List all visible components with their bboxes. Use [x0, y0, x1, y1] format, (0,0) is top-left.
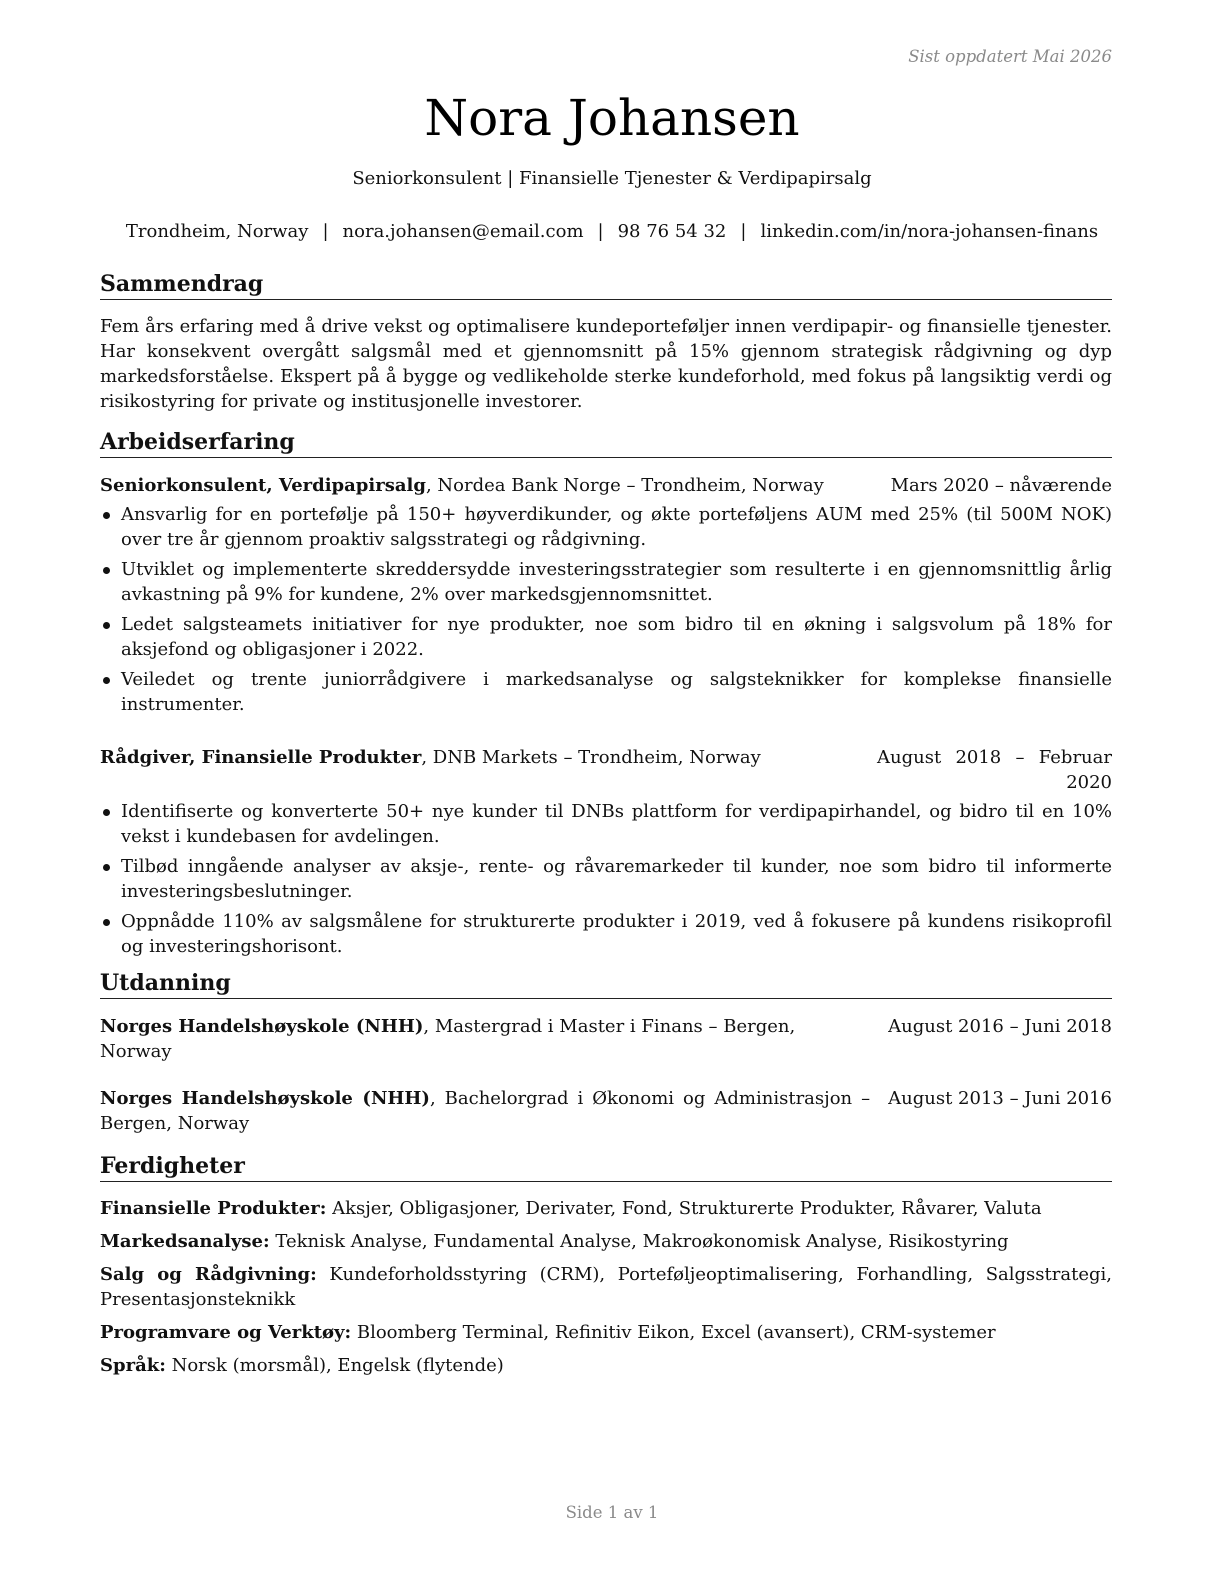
summary-section: [100, 270, 1112, 414]
job-employer: , Nordea Bank Norge – Trondheim, Norway: [425, 475, 824, 496]
job-bullet: [100, 557, 1112, 607]
bullet-icon: [103, 864, 110, 871]
contact-separator: |: [322, 221, 329, 242]
job-bullet-text: Utviklet og implementerte skreddersydde investeringsstrategier som resulterte i en gjennomsnittlig årlig avkastning på 9% for kundene, 2% over markedsgjennomsnittet.: [121, 559, 1112, 605]
education-dates: August 2016 – Juni 2018: [888, 1016, 1112, 1037]
candidate-name: Nora Johansen: [424, 89, 800, 147]
contact-separator: |: [740, 221, 747, 242]
education-entry: [100, 1014, 1112, 1064]
contact-linkedin-link[interactable]: linkedin.com/in/nora-johansen-finans: [760, 221, 1099, 242]
skill-label: Språk:: [100, 1355, 166, 1376]
education-school: Norges Handelshøyskole (NHH): [100, 1088, 430, 1109]
section-title-education: Utdanning: [100, 969, 1112, 999]
experience-section: [100, 428, 1112, 959]
skill-value: Kundeforholdsstyring (CRM), Porteføljeoptimalisering, Forhandling, Salgsstrategi, Presentasjonsteknikk: [100, 1264, 1112, 1310]
skill-label: Markedsanalyse:: [100, 1231, 270, 1252]
bullet-icon: [103, 567, 110, 574]
bullet-icon: [103, 919, 110, 926]
skill-row: [100, 1196, 1112, 1221]
bullet-icon: [103, 512, 110, 519]
last-updated-note: Sist oppdatert Mai 2026: [908, 47, 1112, 66]
skill-row: [100, 1229, 1112, 1254]
skill-row: [100, 1262, 1112, 1312]
job-role: Seniorkonsulent, Verdipapirsalg: [100, 475, 426, 496]
education-degree: , Bachelorgrad i Økonomi og Administrasjon – Bergen, Norway: [100, 1088, 871, 1134]
bullet-icon: [103, 622, 110, 629]
bullet-icon: [103, 677, 110, 684]
job-dates: Mars 2020 – nåværende: [890, 475, 1112, 496]
job-title-line: [100, 473, 891, 498]
skill-label: Programvare og Verktøy:: [100, 1322, 352, 1343]
job-header: [100, 473, 1112, 498]
education-entry: [100, 1086, 1112, 1136]
education-degree: , Mastergrad i Master i Finans – Bergen, Norway: [100, 1016, 796, 1062]
job-bullet: [100, 854, 1112, 904]
skill-value: Aksjer, Obligasjoner, Derivater, Fond, Strukturerte Produkter, Råvarer, Valuta: [326, 1198, 1042, 1219]
contact-phone: 98 76 54 32: [617, 221, 727, 242]
resume-content: [100, 270, 1112, 1388]
section-title-skills: Ferdigheter: [100, 1152, 1112, 1182]
job-bullet-text: Oppnådde 110% av salgsmålene for strukturerte produkter i 2019, ved å fokusere på kundens risikoprofil og investeringshorisont.: [121, 911, 1112, 957]
skill-value: Bloomberg Terminal, Refinitiv Eikon, Excel (avansert), CRM-systemer: [351, 1322, 996, 1343]
contact-line: [0, 219, 1224, 244]
candidate-headline: Seniorkonsulent | Finansielle Tjenester & Verdipapirsalg: [352, 168, 872, 189]
job-bullet-text: Identifiserte og konverterte 50+ nye kunder til DNBs plattform for verdipapirhandel, og bidro til en 10% vekst i kundebasen for avdelingen.: [121, 801, 1112, 847]
job-bullet: [100, 667, 1112, 717]
job-bullet: [100, 612, 1112, 662]
job-dates: August 2018 – Februar 2020: [877, 747, 1112, 793]
job-title-line: [100, 745, 877, 770]
skill-value: Teknisk Analyse, Fundamental Analyse, Makroøkonomisk Analyse, Risikostyring: [269, 1231, 1009, 1252]
job-bullet: [100, 799, 1112, 849]
job-header: [100, 745, 1112, 795]
job-entry: [100, 473, 1112, 717]
skill-label: Finansielle Produkter:: [100, 1198, 327, 1219]
job-bullet-text: Ansvarlig for en portefølje på 150+ høyverdikunder, og økte porteføljens AUM med 25% (til 500M NOK) over tre år gjennom proaktiv salgsstrategi og rådgivning.: [121, 504, 1112, 550]
skills-section: [100, 1152, 1112, 1378]
bullet-icon: [103, 809, 110, 816]
skill-row: [100, 1320, 1112, 1345]
summary-text: Fem års erfaring med å drive vekst og optimalisere kundeporteføljer innen verdipapir- og finansielle tjenester. Har konsekvent overgått salgsmål med et gjennomsnitt på 15% gjennom strategisk rådgivning og dyp markedsforståelse. Ekspert på å bygge og vedlikeholde sterke kundeforhold, med fokus på langsiktig verdi og risikostyring for private og institusjonelle investorer.: [100, 316, 1112, 412]
job-bullet-text: Ledet salgsteamets initiativer for nye produkter, noe som bidro til en økning i salgsvolum på 18% for aksjefond og obligasjoner i 2022.: [121, 614, 1112, 660]
education-line: [100, 1086, 888, 1136]
skill-value: Norsk (morsmål), Engelsk (flytende): [165, 1355, 504, 1376]
skill-row: [100, 1353, 1112, 1378]
education-dates: August 2013 – Juni 2016: [888, 1088, 1112, 1109]
job-bullets: [100, 502, 1112, 717]
job-bullet-text: Tilbød inngående analyser av aksje-, rente- og råvaremarkeder til kunder, noe som bidro til informerte investeringsbeslutninger.: [121, 856, 1112, 902]
job-bullet-text: Veiledet og trente juniorrådgivere i markedsanalyse og salgsteknikker for komplekse finansielle instrumenter.: [121, 669, 1112, 715]
section-title-summary: Sammendrag: [100, 270, 1112, 300]
job-entry: [100, 745, 1112, 959]
skill-label: Salg og Rådgivning:: [100, 1264, 317, 1285]
job-bullet: [100, 909, 1112, 959]
job-bullet: [100, 502, 1112, 552]
education-section: [100, 969, 1112, 1136]
page-number-footer: Side 1 av 1: [565, 1503, 659, 1522]
job-employer: , DNB Markets – Trondheim, Norway: [421, 747, 761, 768]
section-title-experience: Arbeidserfaring: [100, 428, 1112, 458]
contact-location: Trondheim, Norway: [125, 221, 309, 242]
job-bullets: [100, 799, 1112, 959]
contact-separator: |: [597, 221, 604, 242]
education-line: [100, 1014, 888, 1064]
education-school: Norges Handelshøyskole (NHH): [100, 1016, 424, 1037]
contact-email-link[interactable]: nora.johansen@email.com: [342, 221, 584, 242]
job-role: Rådgiver, Finansielle Produkter: [100, 747, 422, 768]
